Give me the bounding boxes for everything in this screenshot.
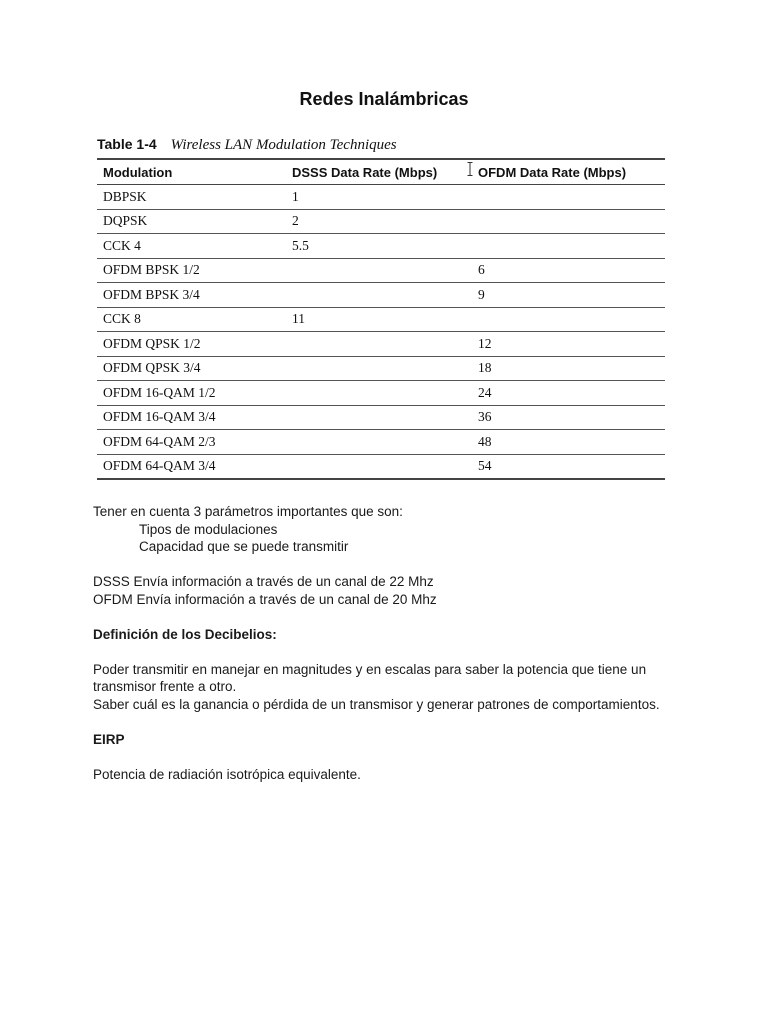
table-row [97, 332, 665, 357]
list-item: Tipos de modulaciones [139, 521, 278, 537]
table-caption [97, 133, 665, 158]
header-ofdm-rate: OFDM Data Rate (Mbps) [472, 159, 665, 185]
cell-dsss-rate: 2 [286, 209, 472, 234]
eirp-text: Potencia de radiación isotrópica equivalente. [93, 766, 361, 782]
cell-ofdm-rate: 6 [472, 258, 665, 283]
cell-dsss-rate [286, 332, 472, 357]
cell-dsss-rate [286, 283, 472, 308]
cell-ofdm-rate [472, 209, 665, 234]
cell-modulation: CCK 8 [97, 307, 286, 332]
cell-dsss-rate [286, 356, 472, 381]
cell-modulation: OFDM QPSK 3/4 [97, 356, 286, 381]
cell-ofdm-rate: 18 [472, 356, 665, 381]
table-number: Table 1-4 [97, 136, 157, 152]
header-dsss-rate: DSSS Data Rate (Mbps) [286, 159, 472, 185]
cell-modulation: OFDM BPSK 3/4 [97, 283, 286, 308]
table-caption-text: Wireless LAN Modulation Techniques [170, 137, 397, 153]
page-title: Redes Inalámbricas [299, 89, 469, 109]
body-text [93, 503, 693, 783]
cell-ofdm-rate: 36 [472, 405, 665, 430]
cell-modulation: OFDM 64-QAM 3/4 [103, 458, 216, 474]
table-header-row [97, 159, 665, 185]
table-row [97, 307, 665, 332]
decibel-heading: Definición de los Decibelios: [93, 626, 277, 642]
cell-dsss-rate: 11 [286, 307, 472, 332]
cell-dsss-rate [286, 258, 472, 283]
cell-modulation: OFDM BPSK 1/2 [97, 258, 286, 283]
cell-modulation: OFDM 16-QAM 3/4 [97, 405, 286, 430]
modulation-table [97, 158, 665, 480]
cell-dsss-rate [286, 381, 472, 406]
decibel-paragraph-1: Poder transmitir en manejar en magnitudes y en escalas para saber la potencia que tiene un transmisor frente a otro. [93, 661, 647, 694]
cell-ofdm-rate [472, 234, 665, 259]
table-row [97, 405, 665, 430]
cell-ofdm-rate: 54 [478, 458, 492, 474]
intro-line: Tener en cuenta 3 parámetros importantes que son: [93, 504, 403, 519]
cell-dsss-rate: 5.5 [286, 234, 472, 259]
cell-ofdm-rate [472, 185, 665, 210]
cell-modulation: CCK 4 [97, 234, 286, 259]
eirp-heading: EIRP [93, 731, 125, 747]
cell-modulation: OFDM 16-QAM 1/2 [97, 381, 286, 406]
cell-ofdm-rate [472, 307, 665, 332]
table-row [97, 283, 665, 308]
cell-ofdm-rate: 24 [472, 381, 665, 406]
cell-ofdm-rate: 9 [472, 283, 665, 308]
text-cursor-icon [467, 162, 473, 176]
cell-dsss-rate [286, 430, 472, 455]
header-modulation: Modulation [97, 159, 286, 185]
table-row [97, 454, 665, 479]
cell-modulation: DQPSK [97, 209, 286, 234]
table-body [97, 185, 665, 480]
cell-dsss-rate [286, 454, 472, 479]
table-row [97, 258, 665, 283]
cell-modulation: OFDM 64-QAM 2/3 [97, 430, 286, 455]
table-row [97, 381, 665, 406]
ofdm-line: OFDM Envía información a través de un canal de 20 Mhz [93, 591, 437, 607]
cell-modulation: OFDM QPSK 1/2 [97, 332, 286, 357]
table-row [97, 209, 665, 234]
table-row [97, 185, 665, 210]
cell-ofdm-rate: 12 [472, 332, 665, 357]
cell-modulation: DBPSK [97, 185, 286, 210]
modulation-table-block [97, 133, 665, 480]
table-row [97, 430, 665, 455]
cell-dsss-rate [286, 405, 472, 430]
cell-dsss-rate: 1 [286, 185, 472, 210]
decibel-paragraph-2: Saber cuál es la ganancia o pérdida de un transmisor y generar patrones de comportamientos. [93, 696, 660, 712]
table-row [97, 234, 665, 259]
table-row [97, 356, 665, 381]
cell-ofdm-rate: 48 [472, 430, 665, 455]
list-item: Capacidad que se puede transmitir [139, 539, 349, 554]
dsss-line: DSSS Envía información a través de un canal de 22 Mhz [93, 574, 434, 589]
